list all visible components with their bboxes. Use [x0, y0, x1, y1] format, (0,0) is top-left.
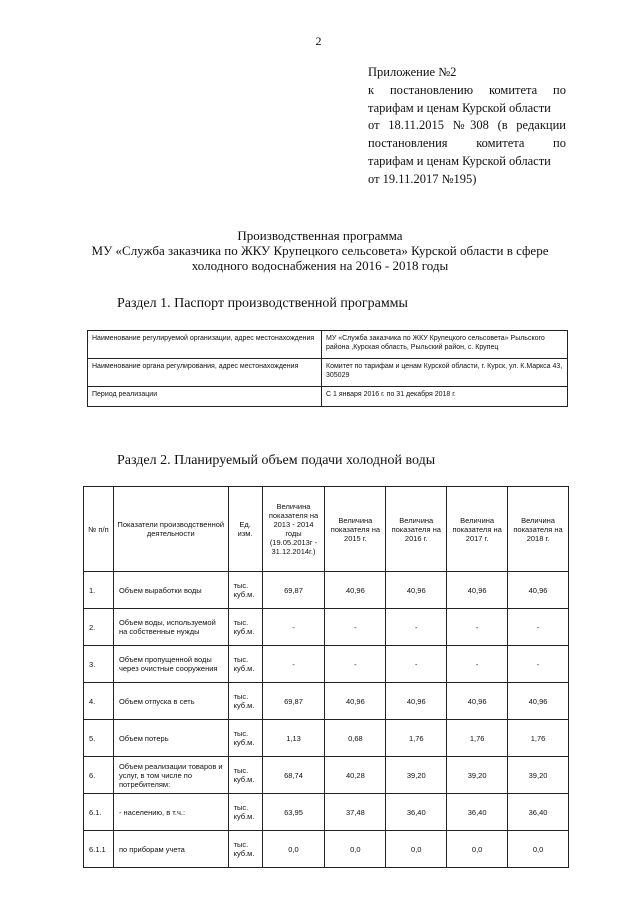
appendix-block: [368, 64, 566, 189]
appendix-line: от 19.11.2017 №195): [368, 171, 477, 186]
header-2015: Величина показателя на 2015 г.: [325, 487, 386, 572]
header-row: [84, 487, 569, 572]
table-row: [84, 683, 569, 720]
volume-table-body: [84, 572, 569, 868]
passport-value: Комитет по тарифам и ценам Курской области, г. Курск, ул. К.Маркса 43, 305029: [322, 359, 568, 387]
row-indicator: Объем реализации товаров и услуг, в том числе по потребителям:: [113, 757, 228, 794]
passport-table: [87, 330, 568, 407]
section1-heading: Раздел 1. Паспорт производственной программы: [117, 296, 408, 311]
row-2016: -: [386, 609, 447, 646]
row-indicator: Объем пропущенной воды через очистные сооружения: [113, 646, 228, 683]
appendix-title: Приложение №2: [368, 65, 457, 79]
row-2017: 36,40: [447, 794, 508, 831]
row-2018: -: [508, 609, 569, 646]
row-num: 1.: [84, 572, 114, 609]
row-2016: 36,40: [386, 794, 447, 831]
row-indicator: Объем отпуска в сеть: [113, 683, 228, 720]
row-num: 5.: [84, 720, 114, 757]
row-unit: тыс. куб.м.: [228, 572, 262, 609]
document-title: [40, 228, 600, 273]
row-base: 69,87: [262, 683, 325, 720]
appendix-line: тарифам и ценам Курской области: [368, 153, 551, 168]
row-2018: 0,0: [508, 831, 569, 868]
row-2017: 0,0: [447, 831, 508, 868]
row-unit: тыс. куб.м.: [228, 757, 262, 794]
row-indicator: Объем выработки воды: [113, 572, 228, 609]
row-2017: 39,20: [447, 757, 508, 794]
row-2015: -: [325, 609, 386, 646]
passport-row: [88, 359, 568, 387]
row-num: 4.: [84, 683, 114, 720]
row-indicator: по приборам учета: [113, 831, 228, 868]
row-2015: 37,48: [325, 794, 386, 831]
row-2015: 40,96: [325, 683, 386, 720]
header-2017: Величина показателя на 2017 г.: [447, 487, 508, 572]
table-row: [84, 720, 569, 757]
table-row: [84, 757, 569, 794]
row-num: 2.: [84, 609, 114, 646]
row-2018: 40,96: [508, 683, 569, 720]
row-2016: 39,20: [386, 757, 447, 794]
section2-heading: Раздел 2. Планируемый объем подачи холодной воды: [117, 453, 436, 468]
row-unit: тыс. куб.м.: [228, 683, 262, 720]
row-2016: 0,0: [386, 831, 447, 868]
passport-row: [88, 387, 568, 407]
row-base: 68,74: [262, 757, 325, 794]
row-2016: 40,96: [386, 683, 447, 720]
row-indicator: Объем воды, используемой на собственные нужды: [113, 609, 228, 646]
row-2017: 1,76: [447, 720, 508, 757]
appendix-line: постановления комитета по: [368, 136, 566, 151]
row-2016: 40,96: [386, 572, 447, 609]
row-num: 6.: [84, 757, 114, 794]
row-2017: -: [447, 609, 508, 646]
row-2015: 0,68: [325, 720, 386, 757]
row-unit: тыс. куб.м.: [228, 720, 262, 757]
row-2018: 40,96: [508, 572, 569, 609]
header-base: Величина показателя на 2013 - 2014 годы (19.05.2013г - 31.12.2014г.): [262, 487, 325, 572]
row-num: 3.: [84, 646, 114, 683]
row-2015: 40,28: [325, 757, 386, 794]
table-row: [84, 572, 569, 609]
appendix-line: от 18.11.2015 №308 (в редакции: [368, 118, 566, 133]
title-line: холодного водоснабжения на 2016 - 2018 годы: [191, 258, 449, 273]
row-num: 6.1.: [84, 794, 114, 831]
header-unit: Ед. изм.: [228, 487, 262, 572]
row-2017: 40,96: [447, 572, 508, 609]
title-line: Производственная программа: [237, 228, 403, 243]
table-row: [84, 831, 569, 868]
row-2016: -: [386, 646, 447, 683]
row-2015: -: [325, 646, 386, 683]
row-indicator: - населению, в т.ч.:: [113, 794, 228, 831]
row-base: -: [262, 609, 325, 646]
row-2015: 40,96: [325, 572, 386, 609]
row-unit: тыс. куб.м.: [228, 609, 262, 646]
row-base: 0,0: [262, 831, 325, 868]
row-base: -: [262, 646, 325, 683]
row-unit: тыс. куб.м.: [228, 831, 262, 868]
appendix-line: тарифам и ценам Курской области: [368, 100, 551, 115]
row-2017: 40,96: [447, 683, 508, 720]
row-2018: 1,76: [508, 720, 569, 757]
table-row: [84, 646, 569, 683]
header-num: № п/п: [84, 487, 114, 572]
passport-key: Период реализации: [88, 387, 322, 407]
row-2016: 1,76: [386, 720, 447, 757]
row-indicator: Объем потерь: [113, 720, 228, 757]
header-2016: Величина показателя на 2016 г.: [386, 487, 447, 572]
row-2017: -: [447, 646, 508, 683]
volume-table: [83, 486, 569, 868]
row-unit: тыс. куб.м.: [228, 794, 262, 831]
passport-key: Наименование органа регулирования, адрес местонахождения: [88, 359, 322, 387]
appendix-line: к постановлению комитета по: [368, 82, 566, 97]
title-line: МУ «Служба заказчика по ЖКУ Крупецкого сельсовета» Курской области в сфере: [91, 243, 549, 258]
passport-value: С 1 января 2016 г. по 31 декабря 2018 г.: [322, 387, 568, 407]
row-num: 6.1.1: [84, 831, 114, 868]
row-base: 1,13: [262, 720, 325, 757]
table-row: [84, 794, 569, 831]
row-2018: 36,40: [508, 794, 569, 831]
row-2018: -: [508, 646, 569, 683]
row-unit: тыс. куб.м.: [228, 646, 262, 683]
row-base: 63,95: [262, 794, 325, 831]
passport-key: Наименование регулируемой организации, адрес местонахождения: [88, 331, 322, 359]
header-indicator: Показатели производственной деятельности: [113, 487, 228, 572]
passport-value: МУ «Служба заказчика по ЖКУ Крупецкого сельсовета» Рыльского района ,Курская область, Рыльский район, с. Крупец: [322, 331, 568, 359]
header-2018: Величина показателя на 2018 г.: [508, 487, 569, 572]
row-2018: 39,20: [508, 757, 569, 794]
page-number: 2: [315, 34, 322, 48]
row-base: 69,87: [262, 572, 325, 609]
passport-row: [88, 331, 568, 359]
table-row: [84, 609, 569, 646]
row-2015: 0,0: [325, 831, 386, 868]
